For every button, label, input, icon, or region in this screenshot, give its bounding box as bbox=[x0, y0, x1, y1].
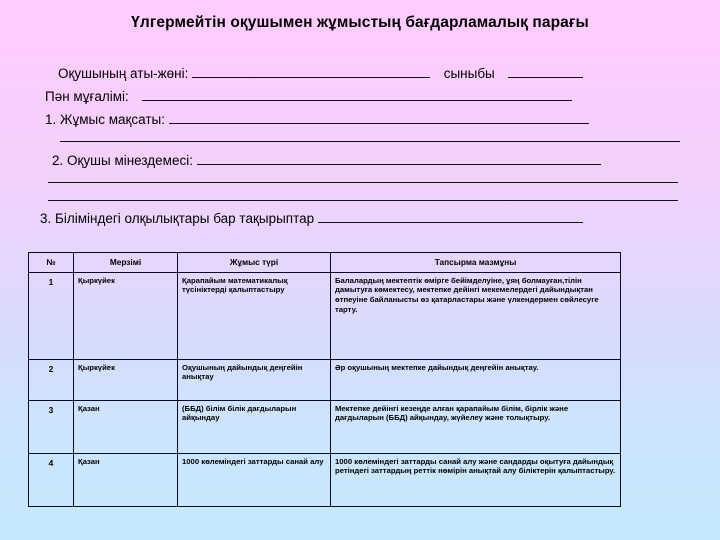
table-row bbox=[29, 453, 621, 506]
cell-term: Қазан bbox=[74, 400, 178, 453]
student-name-field[interactable] bbox=[192, 66, 430, 78]
class-label: сыныбы bbox=[443, 66, 495, 82]
cell-term: Қазан bbox=[74, 453, 178, 506]
cell-task-content: 1000 көлеміндегі заттарды санай алу және сандарды оқытуға дайындық ретіндегі заттардың реттік нөмірін анықтай алу біліктерін қалыптастыру. bbox=[331, 453, 621, 506]
cell-no: 3 bbox=[29, 400, 74, 453]
cell-work-type: (ББД) білім білік дағдыларын айқындау bbox=[178, 400, 331, 453]
form-row-characteristic-continuation-2 bbox=[0, 189, 720, 204]
form-row-characteristic bbox=[0, 153, 720, 168]
form-row-goal bbox=[0, 112, 720, 127]
cell-no: 2 bbox=[29, 359, 74, 400]
cell-work-type: 1000 көлеміндегі заттарды санай алу bbox=[178, 453, 331, 506]
characteristic-field[interactable] bbox=[197, 153, 601, 165]
topics-field[interactable] bbox=[318, 211, 583, 223]
table-row bbox=[29, 272, 621, 359]
goal-label: 1. Жұмыс мақсаты: bbox=[45, 112, 166, 128]
form-row-student-name bbox=[0, 66, 720, 81]
student-name-label: Оқушының аты-жөні: bbox=[58, 66, 189, 82]
cell-term: Қыркүйек bbox=[74, 272, 178, 359]
cell-no: 4 bbox=[29, 453, 74, 506]
cell-task-content: Әр оқушының мектепке дайындық деңгейін анықтау. bbox=[331, 359, 621, 400]
form-row-goal-continuation bbox=[0, 130, 720, 145]
cell-task-content: Балалардың мектептік өмірге бейімделуіне, ұяң болмауған,тілін дамытуға көмектесу, мектепке дейінгі мекемелердегі дайындықтан өтпеуіне байланысты өз қатарластары және үлкендермен сөйлесуге тарту. bbox=[331, 272, 621, 359]
cell-term: Қыркүйек bbox=[74, 359, 178, 400]
column-header-task-content: Тапсырма мазмұны bbox=[331, 253, 621, 273]
table-header-row bbox=[29, 253, 621, 273]
cell-work-type: Оқушының дайындық деңгейін анықтау bbox=[178, 359, 331, 400]
form-row-topics bbox=[0, 211, 720, 226]
table-row bbox=[29, 400, 621, 453]
column-header-no: № bbox=[29, 253, 74, 273]
characteristic-label: 2. Оқушы мінездемесі: bbox=[52, 153, 193, 169]
form-row-teacher bbox=[0, 89, 720, 104]
teacher-field[interactable] bbox=[142, 89, 572, 101]
table-row bbox=[29, 359, 621, 400]
cell-work-type: Қарапайым математикалық түсініктерді қалыптастыру bbox=[178, 272, 331, 359]
page-title: Үлгермейтін оқушымен жұмыстың бағдарламалық парағы bbox=[131, 14, 589, 31]
class-field[interactable] bbox=[508, 66, 583, 78]
characteristic-field-line2[interactable] bbox=[48, 171, 678, 183]
form-block bbox=[0, 66, 720, 226]
cell-no: 1 bbox=[29, 272, 74, 359]
column-header-term: Мерзімі bbox=[74, 253, 178, 273]
topics-label: 3. Біліміндегі олқылықтары бар тақырыптар bbox=[40, 211, 315, 227]
goal-field[interactable] bbox=[169, 112, 589, 124]
characteristic-field-line3[interactable] bbox=[48, 189, 678, 201]
teacher-label: Пән мұғалімі: bbox=[45, 89, 129, 105]
work-plan-table bbox=[28, 252, 621, 507]
column-header-work-type: Жұмыс түрі bbox=[178, 253, 331, 273]
form-row-characteristic-continuation-1 bbox=[0, 171, 720, 186]
goal-field-line2[interactable] bbox=[60, 130, 680, 142]
cell-task-content: Мектепке дейінгі кезеңде алған қарапайым білім, бірлік және дағдыларын (ББД) айқындау, жүйелеу және толықтыру. bbox=[331, 400, 621, 453]
